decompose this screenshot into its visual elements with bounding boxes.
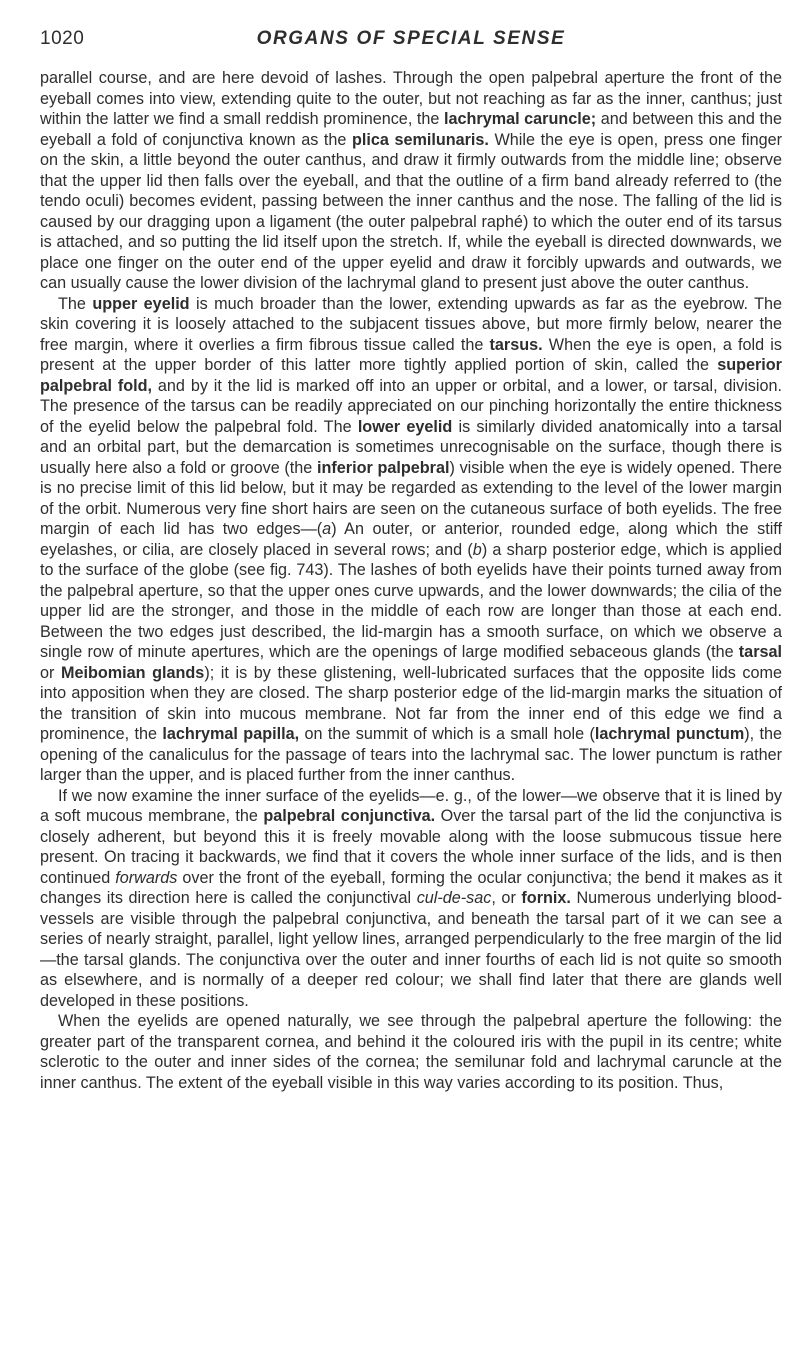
italic-term: a [322,520,332,538]
page-number: 1020 [40,28,85,49]
italic-term: b [472,540,482,559]
text-run: When the eyelids are opened naturally, we see through the palpebral aperture the following: the greater part of the transparent cornea, and behind it the coloured iris with the pupil in its centre; white sclerotic to the outer and inner sides of the cornea; the semilunar fold and lachrymal caruncle at the inner canthus. The extent of the eyeball visible in this way varies according to its position. Thus, [40,1012,782,1092]
bold-term: lachrymal caruncle; [444,110,597,128]
text-run: While the eye is open, press one finger on the skin, a little beyond the outer canthus, and draw it firmly outwards from the middle line; observe that the upper lid then falls over the eyeball, and that the outline of a firm band already referred to (the tendo oculi) becomes evident, passing between the inner canthus and the nose. The falling of the lid is caused by our dragging upon a ligament (the outer palpebral raphé) to which the outer end of its tarsus is attached, and so putting the lid itself upon the stretch. If, while the eyeball is directed downwards, we place one finger on the outer end of the upper eyelid and draw it forcibly upwards and outwards, we can usually cause the lower division of the lachrymal gland to present just above the outer canthus. [40,130,782,292]
bold-term: superior palpebral fold, [40,356,782,395]
italic-term: forwards [115,868,178,887]
bold-term: lower eyelid [357,417,453,436]
paragraph [40,1011,782,1093]
paragraph [40,68,782,294]
bold-term: inferior palpebral [317,458,450,477]
body-text [40,68,782,1093]
text-run: is much broader than the lower, extending upwards as far as the eyebrow. The skin covering it is loosely attached to the subjacent tissues above, but more firmly below, nearer the free margin, where it overlies a firm fibrous tissue called the [40,294,782,354]
text-run: ) An outer, or anterior, rounded edge, along which the stiff eyelashes, or cilia, are closely placed in several rows; and ( [40,520,783,559]
text-run: on the summit of which is a small hole ( [299,725,595,743]
bold-term: tarsal [738,643,782,661]
paragraph [40,786,782,1012]
bold-term: plica semilunaris. [351,130,489,149]
book-page [40,24,782,1093]
bold-term: Meibomian glands [61,663,205,682]
text-run: is similarly divided anatomically into a tarsal and an orbital part, but the demarcation is sometimes unrecognisable on the surface, though there is usually here also a fold or groove (the [40,417,783,477]
text-run: ) a sharp posterior edge, which is applied to the surface of the globe (see fig. 743). The lashes of both eyelids have their points turned away from the palpebral aperture, so that the upper ones curve upwards, and the lower downwards; the cilia of the upper lid are the stronger, and those in the middle of each row are longer than those at each end. Between the two edges just described, the lid-margin has a smooth surface, on which we observe a single row of minute apertures, which are the openings of large modified sebaceous glands (the [40,540,783,661]
bold-term: upper eyelid [92,294,190,313]
bold-term: tarsus. [489,335,543,354]
text-run: , or [491,889,522,907]
bold-term: palpebral conjunctiva. [263,807,436,825]
text-run: When the eye is open, a fold is present at the upper border of this latter more tightly applied portion of skin, called the [40,335,782,374]
bold-term: lachrymal papilla, [162,725,300,743]
text-run: ) visible when the eye is widely opened. There is no precise limit of this lid below, but it may be regarded as extending to the level of the lower margin of the orbit. Numerous very fine short hairs are seen on the cutaneous surface of both eyelids. The free margin of each lid has two edges—( [40,458,782,538]
text-run: ), the opening of the canaliculus for the passage of tears into the lachrymal sac. The lower punctum is rather larger than the upper, and is placed further from the inner canthus. [40,725,782,784]
paragraph [40,294,782,786]
text-run: Over the tarsal part of the lid the conjunctiva is closely adherent, but beyond this it is freely movable along with the loose submucous tissue here present. On tracing it backwards, we find that it covers the whole inner surface of the lids, and is then continued [40,807,782,887]
text-run: If we now examine the inner surface of the eyelids—e. g., of the lower—we observe that it is lined by a soft mucous membrane, the [40,786,782,825]
text-run: The [58,294,93,313]
italic-term: cul-de-sac [416,889,492,907]
text-run: ); it is by these glistening, well-lubricated surfaces that the opposite lids come into apposition when they are closed. The sharp posterior edge of the lid-margin marks the situation of the transition of skin into mucous membrane. Not far from the inner end of this edge we find a prominence, the [40,663,782,743]
text-run: and between this and the eyeball a fold of conjunctiva known as the [40,110,783,149]
bold-term: lachrymal punctum [594,725,745,743]
text-run: or [40,663,61,682]
bold-term: fornix. [521,889,571,907]
text-run: parallel course, and are here devoid of lashes. Through the open palpebral aperture the front of the eyeball comes into view, extending quite to the outer, but not reaching as far as the inner, canthus; just within the latter we find a small reddish prominence, the [40,69,782,128]
running-title: ORGANS OF SPECIAL SENSE [256,28,566,49]
text-run: and by it the lid is marked off into an upper or orbital, and a lower, or tarsal, division. The presence of the tarsus can be readily appreciated on our pinching horizontally the entire thickness of the eyelid below the palpebral fold. The [40,376,782,436]
text-run: Numerous underlying blood-vessels are visible through the palpebral conjunctiva, and beneath the tarsal part of it we can see a series of nearly straight, parallel, light yellow lines, arranged perpendicularly to the free margin of the lid—the tarsal glands. The conjunctiva over the outer and inner fourths of each lid is not quite so smooth as elsewhere, and is normally of a deeper red colour; we shall find later that there are glands well developed in these positions. [40,889,782,1010]
running-head [40,24,782,58]
text-run: over the front of the eyeball, forming the ocular conjunctiva; the bend it makes as it changes its direction here is called the conjunctival [40,868,782,907]
